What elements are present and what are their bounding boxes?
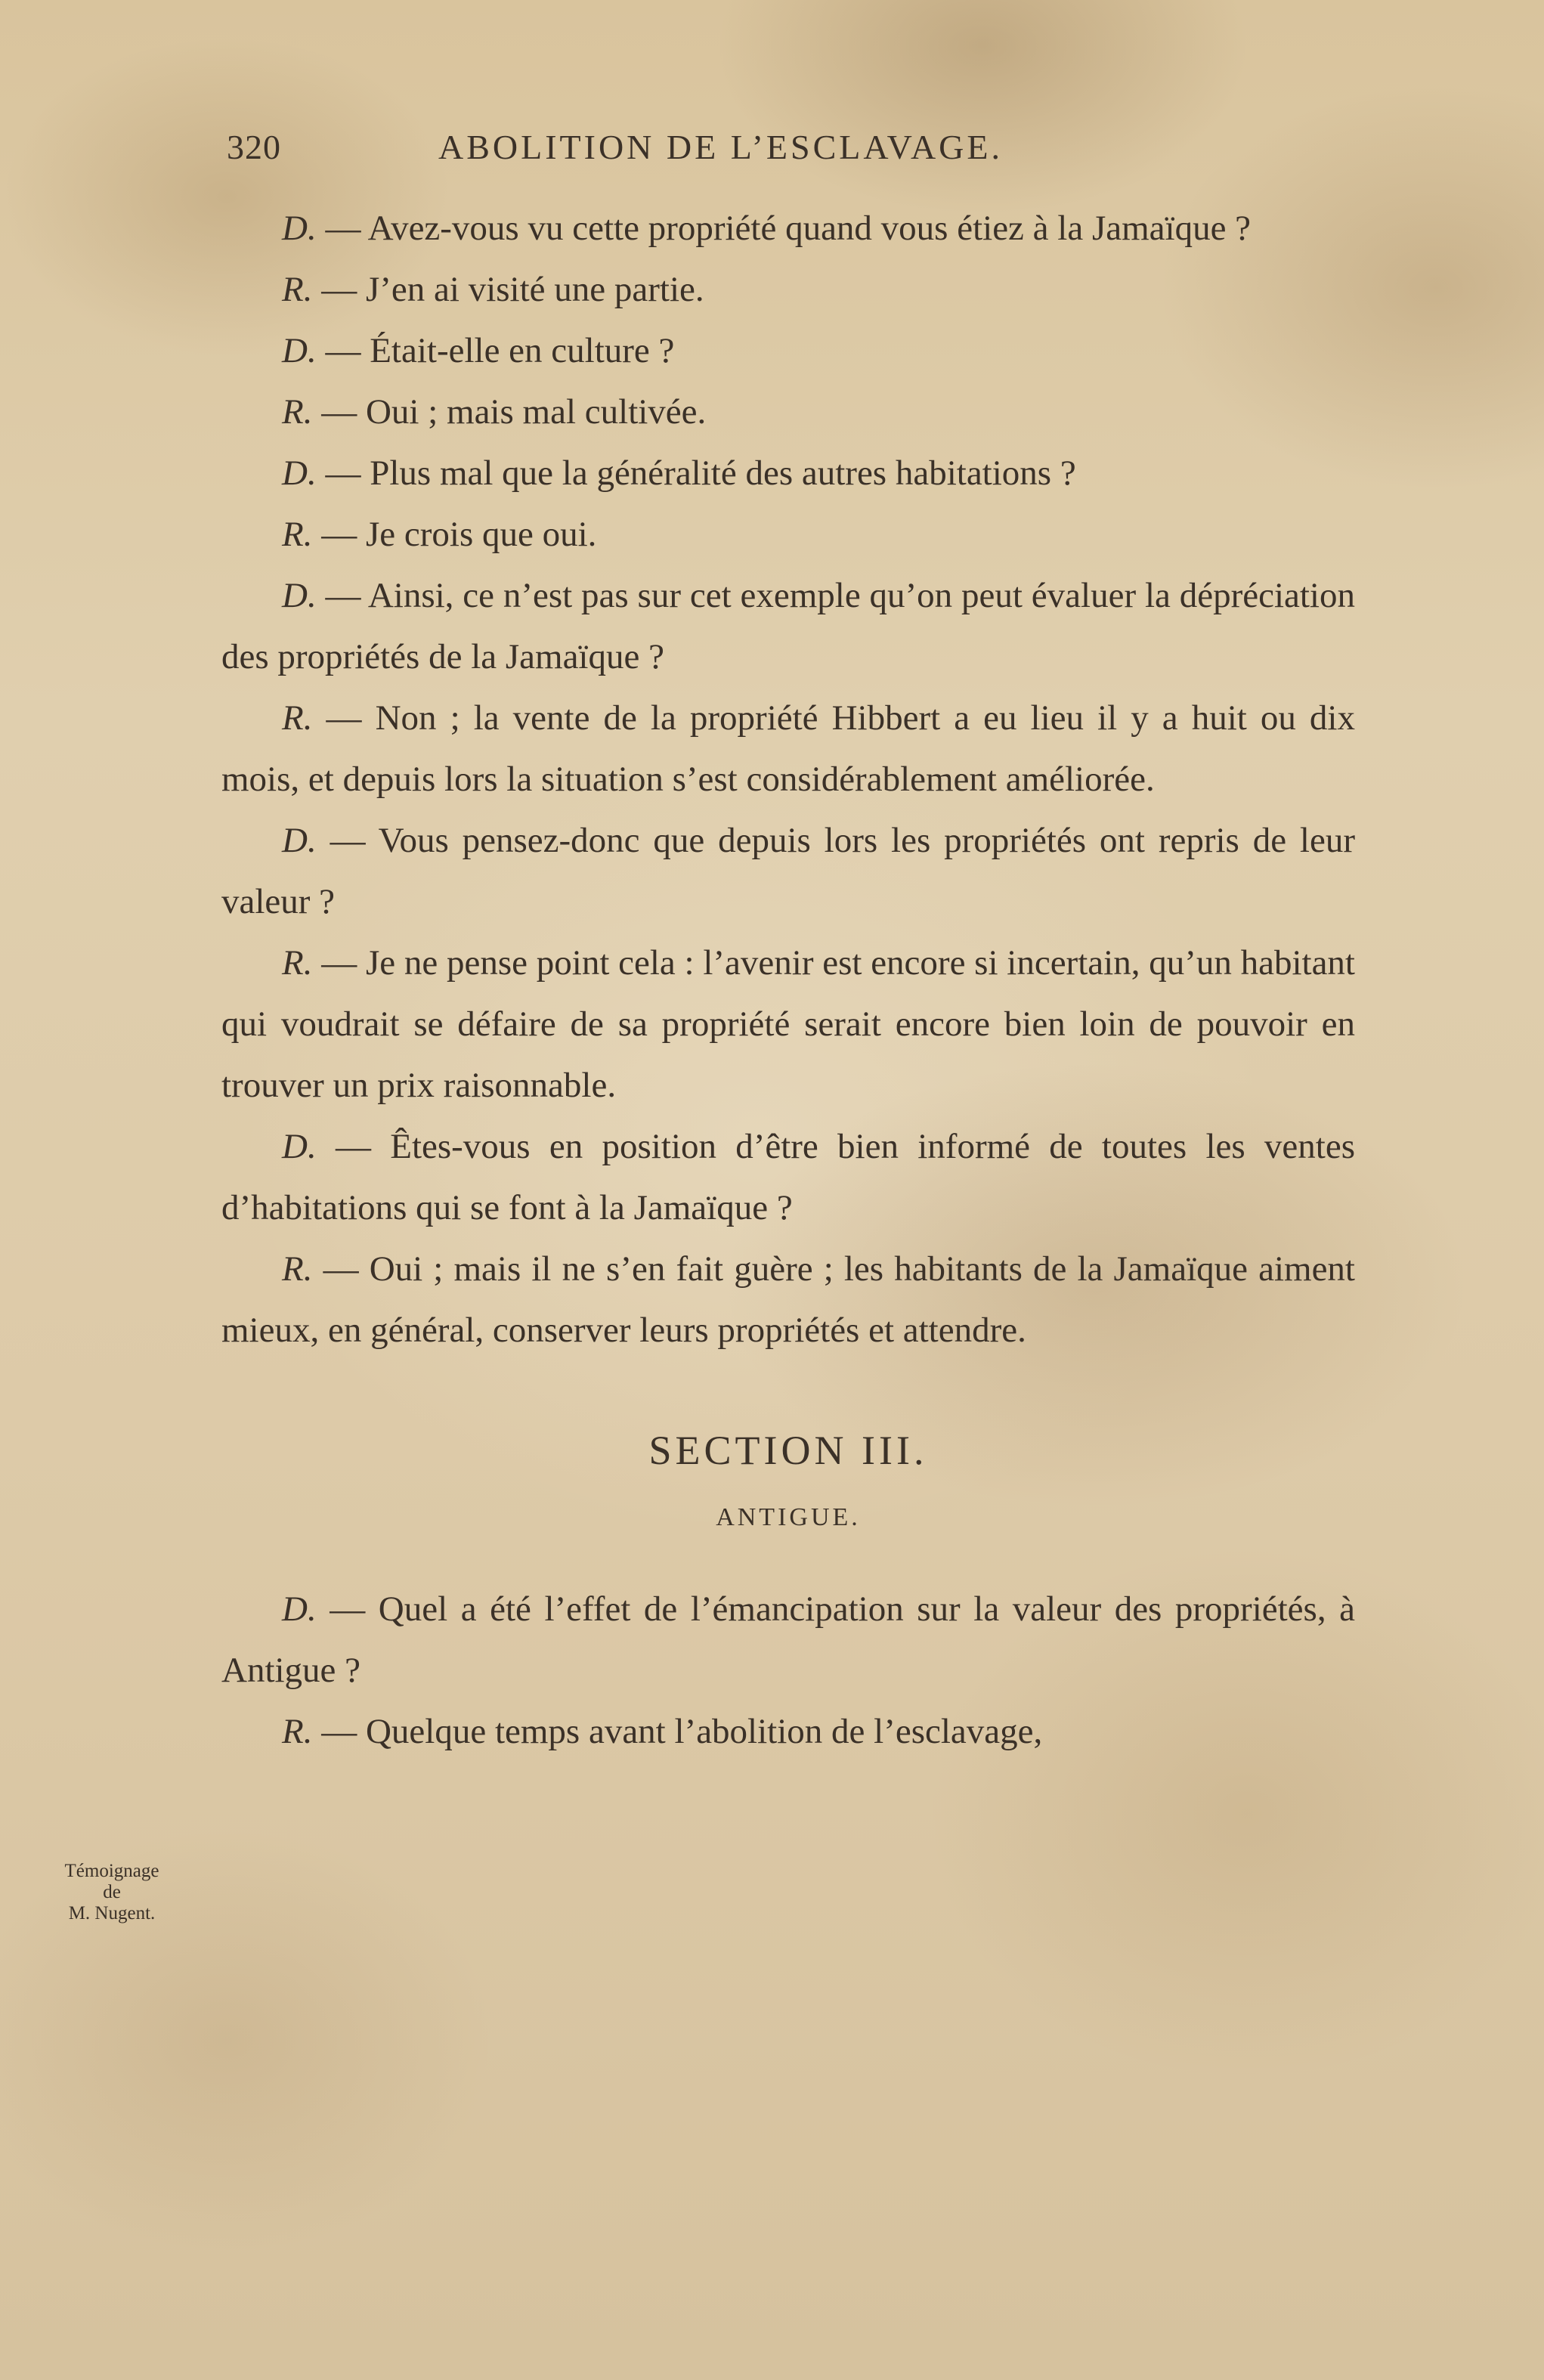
- paragraph-text: — Non ; la vente de la propriété Hibbert a eu lieu il y a huit ou dix mois, et depuis lors la situation s’est considérablement améliorée.: [221, 698, 1355, 799]
- running-head: [227, 127, 1141, 175]
- margin-note: [36, 1861, 187, 1924]
- paragraph-text: — J’en ai visité une partie.: [312, 270, 704, 309]
- paragraph-answer: [221, 504, 1355, 565]
- paragraph-question: [221, 320, 1355, 382]
- speaker-label: D.: [282, 1127, 317, 1166]
- margin-note-line: M. Nugent.: [68, 1903, 156, 1923]
- speaker-label: D.: [282, 576, 317, 615]
- paragraph-question: [221, 1116, 1355, 1239]
- section-subheading: ANTIGUE.: [716, 1503, 861, 1531]
- paragraph-answer: [221, 1701, 1355, 1763]
- speaker-label: R.: [282, 1249, 313, 1289]
- paragraph-answer: [221, 688, 1355, 810]
- paragraph-text: — Quelque temps avant l’abolition de l’esclavage,: [312, 1712, 1043, 1751]
- speaker-label: R.: [282, 515, 313, 554]
- margin-note-line: Témoignage: [64, 1861, 159, 1881]
- paragraph-question: [221, 810, 1355, 933]
- paragraph-text: — Vous pensez-donc que depuis lors les propriétés ont repris de leur valeur ?: [221, 821, 1355, 921]
- paragraph-text: — Êtes-vous en position d’être bien informé de toutes les ventes d’habitations qui se font à la Jamaïque ?: [221, 1127, 1355, 1227]
- paragraph-text: — Quel a été l’effet de l’émancipation sur la valeur des propriétés, à Antigue ?: [221, 1589, 1355, 1690]
- paragraph-question: [221, 1579, 1355, 1701]
- paragraph-answer: [221, 382, 1355, 443]
- speaker-label: D.: [282, 821, 317, 860]
- speaker-label: D.: [282, 209, 317, 248]
- speaker-label: R.: [282, 943, 313, 983]
- paragraph-text: — Était-elle en culture ?: [316, 331, 675, 370]
- paragraph-text: — Ainsi, ce n’est pas sur cet exemple qu’on peut évaluer la dépréciation des propriétés de la Jamaïque ?: [221, 576, 1355, 676]
- speaker-label: D.: [282, 1589, 317, 1629]
- speaker-label: R.: [282, 698, 313, 738]
- paragraph-text: — Je ne pense point cela : l’avenir est encore si incertain, qu’un habitant qui voudrait se défaire de sa propriété serait encore bien loin de pouvoir en trouver un prix raisonnable.: [221, 943, 1355, 1105]
- paragraph-text: — Oui ; mais mal cultivée.: [312, 392, 707, 432]
- paragraph-text: — Avez-vous vu cette propriété quand vous étiez à la Jamaïque ?: [316, 209, 1252, 248]
- speaker-label: R.: [282, 270, 313, 309]
- running-title: ABOLITION DE L’ESCLAVAGE.: [438, 128, 1003, 166]
- margin-note-line: de: [103, 1882, 121, 1902]
- body-text: [221, 198, 1355, 1763]
- section-heading: SECTION III.: [648, 1428, 928, 1473]
- paragraph-text: — Oui ; mais il ne s’en fait guère ; les habitants de la Jamaïque aiment mieux, en général, conserver leurs propriétés et attendre.: [221, 1249, 1355, 1350]
- paragraph-answer: [221, 933, 1355, 1116]
- paragraph-question: [221, 565, 1355, 688]
- speaker-label: R.: [282, 392, 313, 432]
- speaker-label: D.: [282, 453, 317, 493]
- paragraph-answer: [221, 259, 1355, 320]
- speaker-label: R.: [282, 1712, 313, 1751]
- paragraph-question: [221, 443, 1355, 504]
- page-number: 320: [227, 128, 281, 166]
- speaker-label: D.: [282, 331, 317, 370]
- paragraph-text: — Je crois que oui.: [312, 515, 597, 554]
- paragraph-answer: [221, 1239, 1355, 1361]
- paragraph-question: [221, 198, 1355, 259]
- paragraph-text: — Plus mal que la généralité des autres habitations ?: [316, 453, 1076, 493]
